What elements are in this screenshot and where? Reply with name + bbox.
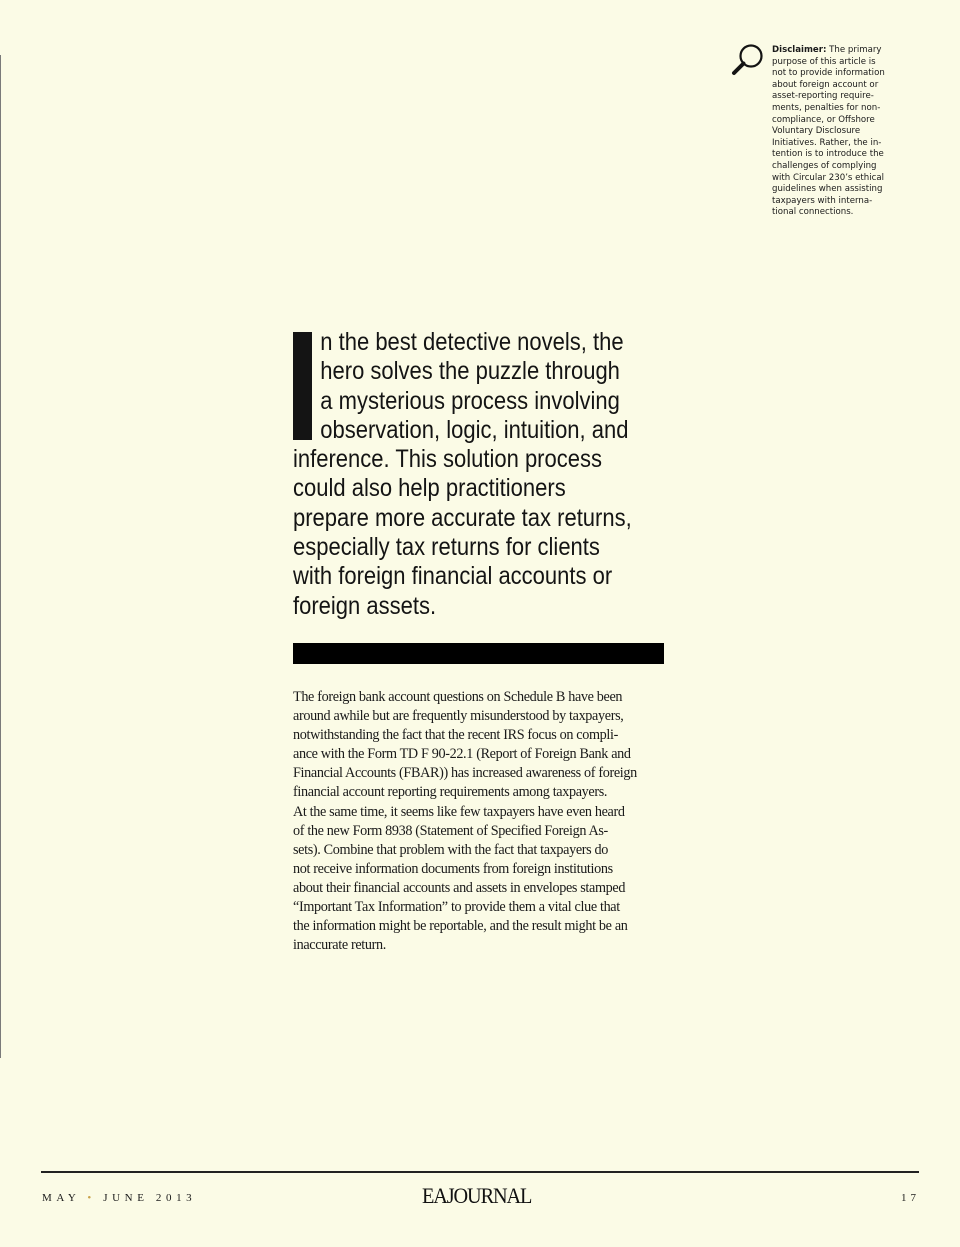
disclaimer-line: guidelines when assisting	[772, 184, 883, 195]
disclaimer-line: asset-reporting require-	[772, 91, 874, 102]
issue-date	[42, 1192, 196, 1204]
footer-rule	[41, 1171, 919, 1173]
magnifying-glass-icon	[730, 42, 766, 78]
disclaimer-line: The primary	[829, 45, 882, 55]
page-number: 17	[901, 1192, 920, 1204]
disclaimer-line: challenges of complying	[772, 160, 877, 171]
body-line: sets). Combine that problem with the fact that taxpayers do	[293, 841, 609, 858]
disclaimer-line: taxpayers with interna-	[772, 195, 873, 206]
issue-month: MAY	[42, 1192, 81, 1204]
disclaimer-line: not to provide information	[772, 68, 885, 79]
journal-logo: EAJOURNAL	[422, 1183, 532, 1208]
lead-line: especially tax returns for clients	[293, 533, 600, 562]
disclaimer-line: ments, penalties for non-	[772, 102, 881, 113]
disclaimer-line: compliance, or Offshore	[772, 114, 875, 125]
lead-line: n the best detective novels, the	[320, 328, 624, 356]
lead-line: observation, logic, intuition, and	[320, 415, 629, 444]
body-line: inaccurate return.	[293, 937, 386, 954]
disclaimer-first-line	[772, 45, 904, 57]
body-line: Financial Accounts (FBAR)) has increased awareness of foreign	[293, 765, 637, 782]
body-line: of the new Form 8938 (Statement of Specified Foreign As-	[293, 822, 608, 839]
date-separator-dot: •	[87, 1192, 96, 1204]
body-line: ance with the Form TD F 90-22.1 (Report of Foreign Bank and	[293, 746, 631, 763]
body-line: The foreign bank account questions on Schedule B have been	[293, 689, 623, 705]
body-line: the information might be reportable, and the result might be an	[293, 918, 628, 935]
disclaimer-note	[772, 45, 904, 219]
body-line: At the same time, it seems like few taxpayers have even heard	[293, 803, 625, 820]
disclaimer-line: about foreign account or	[772, 79, 879, 90]
lead-line: with foreign financial accounts or	[293, 562, 613, 591]
body-line: “Important Tax Information” to provide them a vital clue that	[293, 899, 620, 916]
lead-line: inference. This solution process	[293, 445, 602, 474]
disclaimer-line: with Circular 230’s ethical	[772, 172, 884, 183]
disclaimer-label: Disclaimer:	[772, 45, 827, 55]
issue-month-year: JUNE 2013	[103, 1192, 197, 1204]
body-line: about their financial accounts and assets in envelopes stamped	[293, 879, 626, 896]
page-edge-rule	[0, 55, 1, 1058]
disclaimer-line: purpose of this article is	[772, 56, 876, 67]
lead-line: a mysterious process involving	[320, 386, 620, 415]
body-line: around awhile but are frequently misunderstood by taxpayers,	[293, 708, 624, 725]
disclaimer-line: Initiatives. Rather, the in-	[772, 137, 882, 148]
body-line: notwithstanding the fact that the recent IRS focus on compli-	[293, 727, 618, 744]
body-line: not receive information documents from foreign institutions	[293, 860, 613, 877]
lead-paragraph	[293, 328, 645, 621]
disclaimer-line: tional connections.	[772, 207, 854, 218]
disclaimer-line: tention is to introduce the	[772, 149, 884, 160]
lead-line: hero solves the puzzle through	[320, 357, 620, 386]
body-paragraph	[293, 688, 683, 955]
section-divider-bar	[293, 643, 664, 664]
lead-line: prepare more accurate tax returns,	[293, 503, 632, 532]
body-line: financial account reporting requirements among taxpayers.	[293, 784, 608, 801]
lead-line: foreign assets.	[293, 591, 437, 620]
disclaimer-line: Voluntary Disclosure	[772, 126, 861, 137]
lead-line: could also help practitioners	[293, 474, 566, 503]
